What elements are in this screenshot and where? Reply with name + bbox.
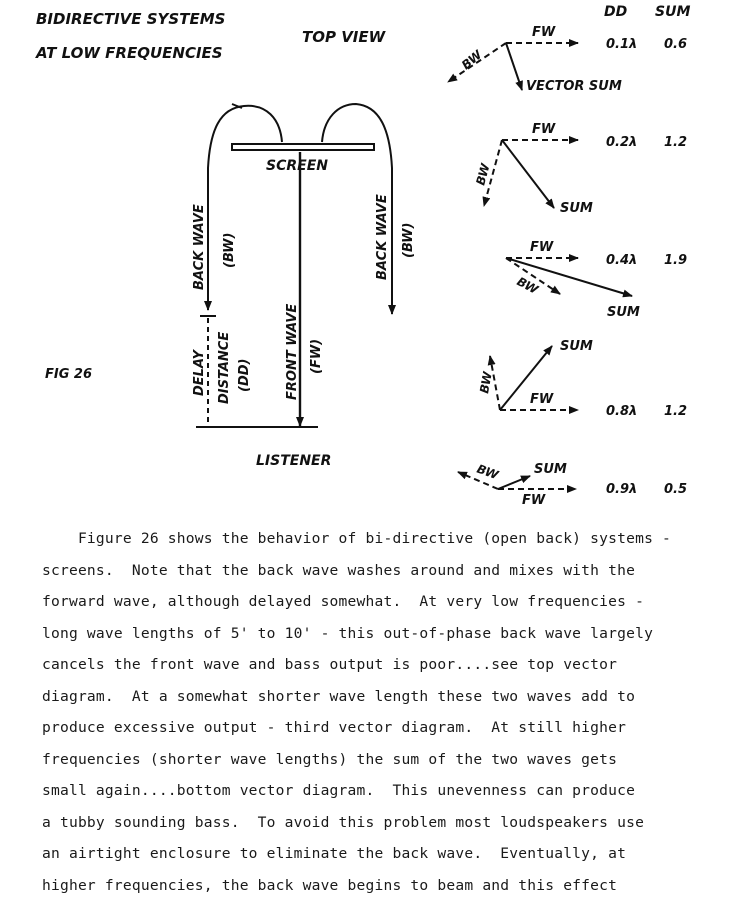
body-text — [42, 523, 722, 901]
body-line: forward wave, although delayed somewhat. At very low frequencies - — [42, 593, 645, 610]
fw-label: FW — [532, 25, 556, 40]
row-4-sum: 1.2 — [664, 404, 688, 419]
body-line: diagram. At a somewhat shorter wave length these two waves add to — [42, 687, 636, 705]
column-header-sum: SUM — [655, 4, 691, 20]
row-1-sum: 0.6 — [664, 37, 688, 52]
screen-label: SCREEN — [266, 158, 328, 174]
body-line: long wave lengths of 5' to 10' - this out-of-phase back wave largely — [42, 624, 654, 642]
sum-vector — [502, 140, 554, 208]
bw-label: BW — [474, 461, 501, 483]
distance-label: DISTANCE — [217, 331, 232, 404]
screen-baffle — [232, 144, 374, 150]
sum-label: SUM — [560, 339, 593, 354]
row-3-sum: 1.9 — [664, 253, 688, 268]
vector-sum-label: VECTOR SUM — [526, 79, 622, 94]
body-line: Figure 26 shows the behavior of bi-directive (open back) systems - — [42, 530, 672, 547]
bw-label: BW — [473, 162, 493, 187]
right-wraparound-arc — [322, 104, 392, 168]
fw-label: FW — [532, 122, 556, 137]
right-bw-paren-label: (BW) — [401, 222, 416, 258]
sum-label: SUM — [534, 462, 567, 477]
listener-label: LISTENER — [256, 453, 332, 469]
figure-number-label: FIG 26 — [45, 367, 93, 382]
body-line: an airtight enclosure to eliminate the back wave. Eventually, at — [42, 845, 627, 862]
body-line: higher frequencies, the back wave begins to beam and this effect — [42, 876, 618, 894]
dd-paren-label: (DD) — [237, 358, 252, 392]
vector-diagram-2 — [484, 140, 578, 208]
body-line: screens. Note that the back wave washes around and mixes with the — [42, 561, 636, 579]
fw-label: FW — [522, 493, 546, 508]
body-line: frequencies (shorter wave lengths) the sum of the two waves gets — [42, 750, 618, 768]
sum-label: SUM — [560, 201, 593, 216]
sum-vector — [506, 43, 522, 90]
left-bw-paren-label: (BW) — [222, 232, 237, 268]
column-header-dd: DD — [604, 4, 628, 20]
sum-label: SUM — [607, 305, 640, 320]
bw-label: BW — [514, 274, 541, 297]
fw-label: FW — [530, 240, 554, 255]
row-5-sum: 0.5 — [664, 482, 688, 497]
right-back-wave-label: BACK WAVE — [375, 194, 390, 280]
body-line: cancels the front wave and bass output is poor....see top vector — [42, 656, 618, 673]
row-5-dd: 0.9λ — [606, 482, 638, 497]
fw-label: FW — [530, 392, 554, 407]
body-line: small again....bottom vector diagram. This unevenness can produce — [42, 782, 636, 799]
top-view-label: TOP VIEW — [302, 28, 386, 46]
delay-label: DELAY — [192, 350, 207, 396]
body-line: produce excessive output - third vector diagram. At still higher — [42, 719, 627, 736]
front-wave-label: FRONT WAVE — [285, 303, 300, 400]
body-paragraph — [42, 523, 722, 901]
title-line-2: AT LOW FREQUENCIES — [36, 44, 223, 62]
body-line: a tubby sounding bass. To avoid this problem most loudspeakers use — [42, 813, 645, 831]
row-3-dd: 0.4λ — [606, 253, 638, 268]
bw-label: BW — [458, 47, 485, 73]
row-4-dd: 0.8λ — [606, 404, 638, 419]
left-back-wave-label: BACK WAVE — [192, 204, 207, 290]
title-line-1: BIDIRECTIVE SYSTEMS — [36, 10, 226, 28]
bw-label: BW — [477, 370, 495, 395]
row-2-sum: 1.2 — [664, 135, 688, 150]
sum-vector — [498, 476, 530, 489]
row-1-dd: 0.1λ — [606, 37, 638, 52]
row-2-dd: 0.2λ — [606, 135, 638, 150]
fw-paren-label: (FW) — [309, 338, 324, 374]
